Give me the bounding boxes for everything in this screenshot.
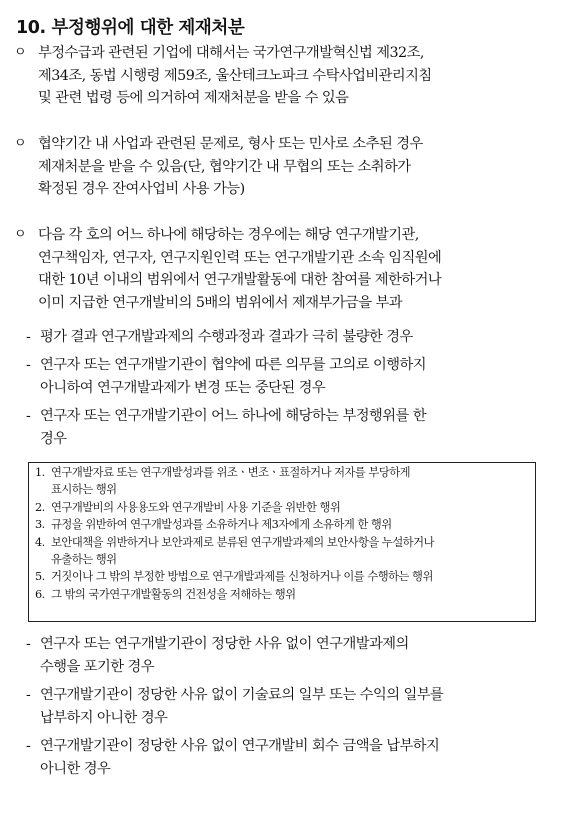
- paragraph-line: 부정수급과 관련된 기업에 대해서는 국가연구개발혁신법 제32조,: [38, 45, 424, 61]
- paragraph-1: [14, 42, 550, 110]
- dash-marker: -: [26, 408, 31, 424]
- misconduct-list-box: [28, 462, 536, 622]
- dash-item-line: 연구개발기관이 정당한 사유 없이 기술료의 일부 또는 수익의 일부를: [40, 687, 444, 703]
- dash-item-4: [26, 633, 550, 678]
- dash-marker: -: [26, 687, 31, 703]
- dash-item-line: 납부하지 아니한 경우: [40, 709, 168, 726]
- dash-item-line: 경우: [40, 430, 67, 447]
- dash-item-line: 연구자 또는 연구개발기관이 정당한 사유 없이 연구개발과제의: [40, 636, 409, 652]
- misconduct-item-6: 6. 그 밖의 국가연구개발활동의 건전성을 저해하는 행위: [35, 587, 296, 601]
- bullet-icon: ㅇ: [14, 136, 27, 151]
- paragraph-line: 제재처분을 받을 수 있음(단, 협약기간 내 무협의 또는 소취하가: [38, 158, 411, 175]
- dash-item-line: 아니한 경우: [40, 760, 111, 777]
- dash-item-6: [26, 735, 550, 780]
- paragraph-line: 대한 10년 이내의 범위에서 연구개발활동에 대한 참여를 제한하거나: [38, 272, 442, 288]
- section-title: 10. 부정행위에 대한 제재처분: [16, 18, 245, 38]
- misconduct-item-5: 5. 거짓이나 그 밖의 부정한 방법으로 연구개발과제를 신청하거나 이를 수행하는 행위: [35, 570, 433, 584]
- dash-marker: -: [26, 636, 31, 652]
- paragraph-line: 협약기간 내 사업과 관련된 문제로, 형사 또는 민사로 소추된 경우: [38, 136, 423, 152]
- bullet-icon: ㅇ: [14, 45, 27, 60]
- paragraph-line: 다음 각 호의 어느 하나에 해당하는 경우에는 해당 연구개발기관,: [38, 227, 419, 243]
- misconduct-item-2: 2. 연구개발비의 사용용도와 연구개발비 사용 기준을 위반한 행위: [35, 500, 341, 514]
- dash-item-2: [26, 354, 550, 399]
- misconduct-item-1: 1. 연구개발자료 또는 연구개발성과를 위조ㆍ변조ㆍ표절하거나 저자를 부당하게: [35, 466, 411, 479]
- bullet-icon: ㅇ: [14, 227, 27, 242]
- dash-marker: -: [26, 329, 31, 345]
- paragraph-line: 제34조, 동법 시행령 제59조, 울산테크노파크 수탁사업비관리지침: [38, 67, 432, 84]
- paragraph-2: [14, 133, 550, 201]
- dash-item-line: 아니하여 연구개발과제가 변경 또는 중단된 경우: [40, 379, 326, 396]
- paragraph-line: 연구책임자, 연구자, 연구지원인력 또는 연구개발기관 소속 임직원에: [38, 249, 442, 266]
- misconduct-item-1-cont: 표시하는 행위: [51, 483, 117, 497]
- dash-marker: -: [26, 357, 31, 373]
- misconduct-item-4: 4. 보안대책을 위반하거나 보안과제로 분류된 연구개발과제의 보안사항을 누설하거나: [35, 535, 434, 549]
- dash-item-1: [26, 326, 550, 349]
- dash-item-line: 연구자 또는 연구개발기관이 협약에 따른 의무를 고의로 이행하지: [40, 357, 427, 373]
- dash-item-line: 평가 결과 연구개발과제의 수행과정과 결과가 극히 불량한 경우: [40, 329, 413, 345]
- dash-marker: -: [26, 738, 31, 754]
- paragraph-3: [14, 224, 550, 314]
- dash-item-5: [26, 684, 550, 729]
- misconduct-item-4-cont: 유출하는 행위: [51, 552, 117, 566]
- dash-item-line: 수행을 포기한 경우: [40, 658, 155, 675]
- paragraph-line: 및 관련 법령 등에 의거하여 제재처분을 받을 수 있음: [38, 90, 349, 106]
- paragraph-line: 이미 지급한 연구개발비의 5배의 범위에서 제재부가금을 부과: [38, 294, 403, 311]
- dash-item-3: [26, 405, 550, 450]
- dash-item-line: 연구개발기관이 정당한 사유 없이 연구개발비 회수 금액을 납부하지: [40, 738, 440, 754]
- paragraph-line: 확정된 경우 잔여사업비 사용 가능): [38, 181, 245, 197]
- misconduct-item-3: 3. 규정을 위반하여 연구개발성과를 소유하거나 제3자에게 소유하게 한 행위: [35, 518, 392, 532]
- dash-item-line: 연구자 또는 연구개발기관이 어느 하나에 해당하는 부정행위를 한: [40, 408, 427, 424]
